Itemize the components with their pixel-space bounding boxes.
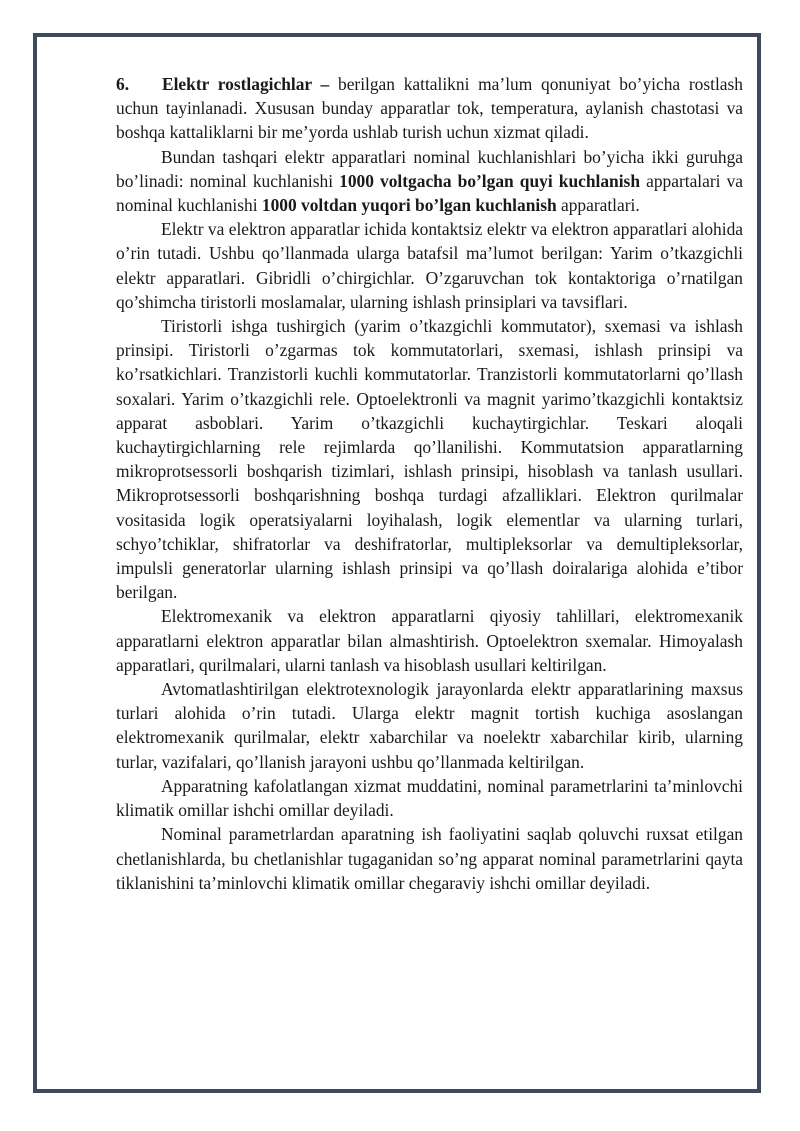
item-term: Elektr rostlagichlar –	[162, 74, 330, 94]
paragraph-1-text: berilgan kattalikni ma’lum qonuniyat bo’yicha rostlash uchun tayinlanadi. Xususan bunday apparatlar tok, temperatura, aylanish chastotasi va boshqa kattaliklarni bir me’yorda ushlab turish uchun xizmat qiladi.	[116, 74, 743, 143]
paragraph-2	[116, 145, 743, 218]
paragraph-3: Elektr va elektron apparatlar ichida kontaktsiz elektr va elektron apparatlari alohida o’rin tutadi. Ushbu qo’llanmada ularga batafsil ma’lumot berilgan: Yarim o’tkazgichli elektr apparatlari. Gibridli o’chirgichlar. O’zgaruvchan tok kontaktoriga o’rnatilgan qo’shimcha tiristorli moslamalar, ularning ishlash prinsiplari va tavsiflari.	[116, 219, 743, 312]
paragraph-2-bold-low-voltage: 1000 voltgacha bo’lgan quyi kuchlanish	[339, 170, 640, 191]
paragraph-4: Tiristorli ishga tushirgich (yarim o’tkazgichli kommutator), sxemasi va ishlash prinsipi. Tiristorli o’zgarmas tok kommutatorlari, sxemasi, ishlash prinsipi va ko’rsatkichlari. Tranzistorli kuchli kommutatorlar. Tranzistorli kommutatorlarni qo’llash soxalari. Yarim o’tkazgichli rele. Optoelektronli va magnit yarimo’tkazgichli kontaktsiz apparat asboblari. Yarim o’tkazgichli kuchaytirgichlar. Teskari aloqali kuchaytirgichlarning rele rejimlarda qo’llanilishi. Kommutatsion apparatlarning mikroprotsessorli boshqarish tizimlari, ishlash prinsipi, hisoblash va tanlash usullari. Mikroprotsessorli boshqarishning boshqa turdagi afzalliklari. Elektron qurilmalar vositasida logik operatsiyalarni loyihalash, logik elementlar va ularning turlari, schyo’tchiklar, shifratorlar va deshifratorlar, multipleksorlar va demultipleksorlar, impulsli generatorlar ularning ishlash prinsipi va qo’llash doiralariga alohida e’tibor berilgan.	[116, 316, 743, 603]
paragraph-8: Nominal parametrlardan aparatning ish faoliyatini saqlab qoluvchi ruxsat etilgan chetlanishlarda, bu chetlanishlar tugaganidan so’ng apparat nominal parametrlarini qayta tiklanishini ta’minlovchi klimatik omillar chegaraviy ishchi omillar deyiladi.	[116, 824, 743, 893]
paragraph-1	[116, 72, 743, 145]
paragraph-2-text-a: Bundan tashqari elektr apparatlari nominal kuchlanishlari bo’yicha ikki guruhga bo’linadi: nominal kuchlanishi	[116, 146, 743, 191]
paragraph-2-text-c: appartalari va nominal kuchlanishi	[116, 170, 743, 216]
paragraph-2-text-e: apparatlari.	[556, 195, 640, 216]
item-number: 6.	[116, 74, 130, 94]
paragraph-7: Apparatning kafolatlangan xizmat muddatini, nominal parametrlarini ta’minlovchi klimatik omillar ishchi omillar deyiladi.	[116, 775, 743, 821]
paragraph-2-bold-high-voltage: 1000 voltdan yuqori bo’lgan kuchlanish	[261, 195, 557, 216]
document-body	[116, 72, 743, 895]
paragraph-5: Elektromexanik va elektron apparatlarni qiyosiy tahlillari, elektromexanik apparatlarni elektron apparatlar bilan almashtirish. Optoelektron sxemalar. Himoyalash apparatlari, qurilmalari, ularni tanlash va hisoblash usullari keltirilgan.	[116, 606, 743, 675]
paragraph-6: Avtomatlashtirilgan elektrotexnologik jarayonlarda elektr apparatlarining maxsus turlari alohida o’rin tutadi. Ularga elektr magnit tortish kuchiga asoslangan elektromexanik qurilmalar, elektr xabarchilar va noelektr xabarchilar kirib, ularning turlar, vazifalari, qo’llanish jarayoni ushbu qo’llanmada keltirilgan.	[116, 679, 743, 772]
